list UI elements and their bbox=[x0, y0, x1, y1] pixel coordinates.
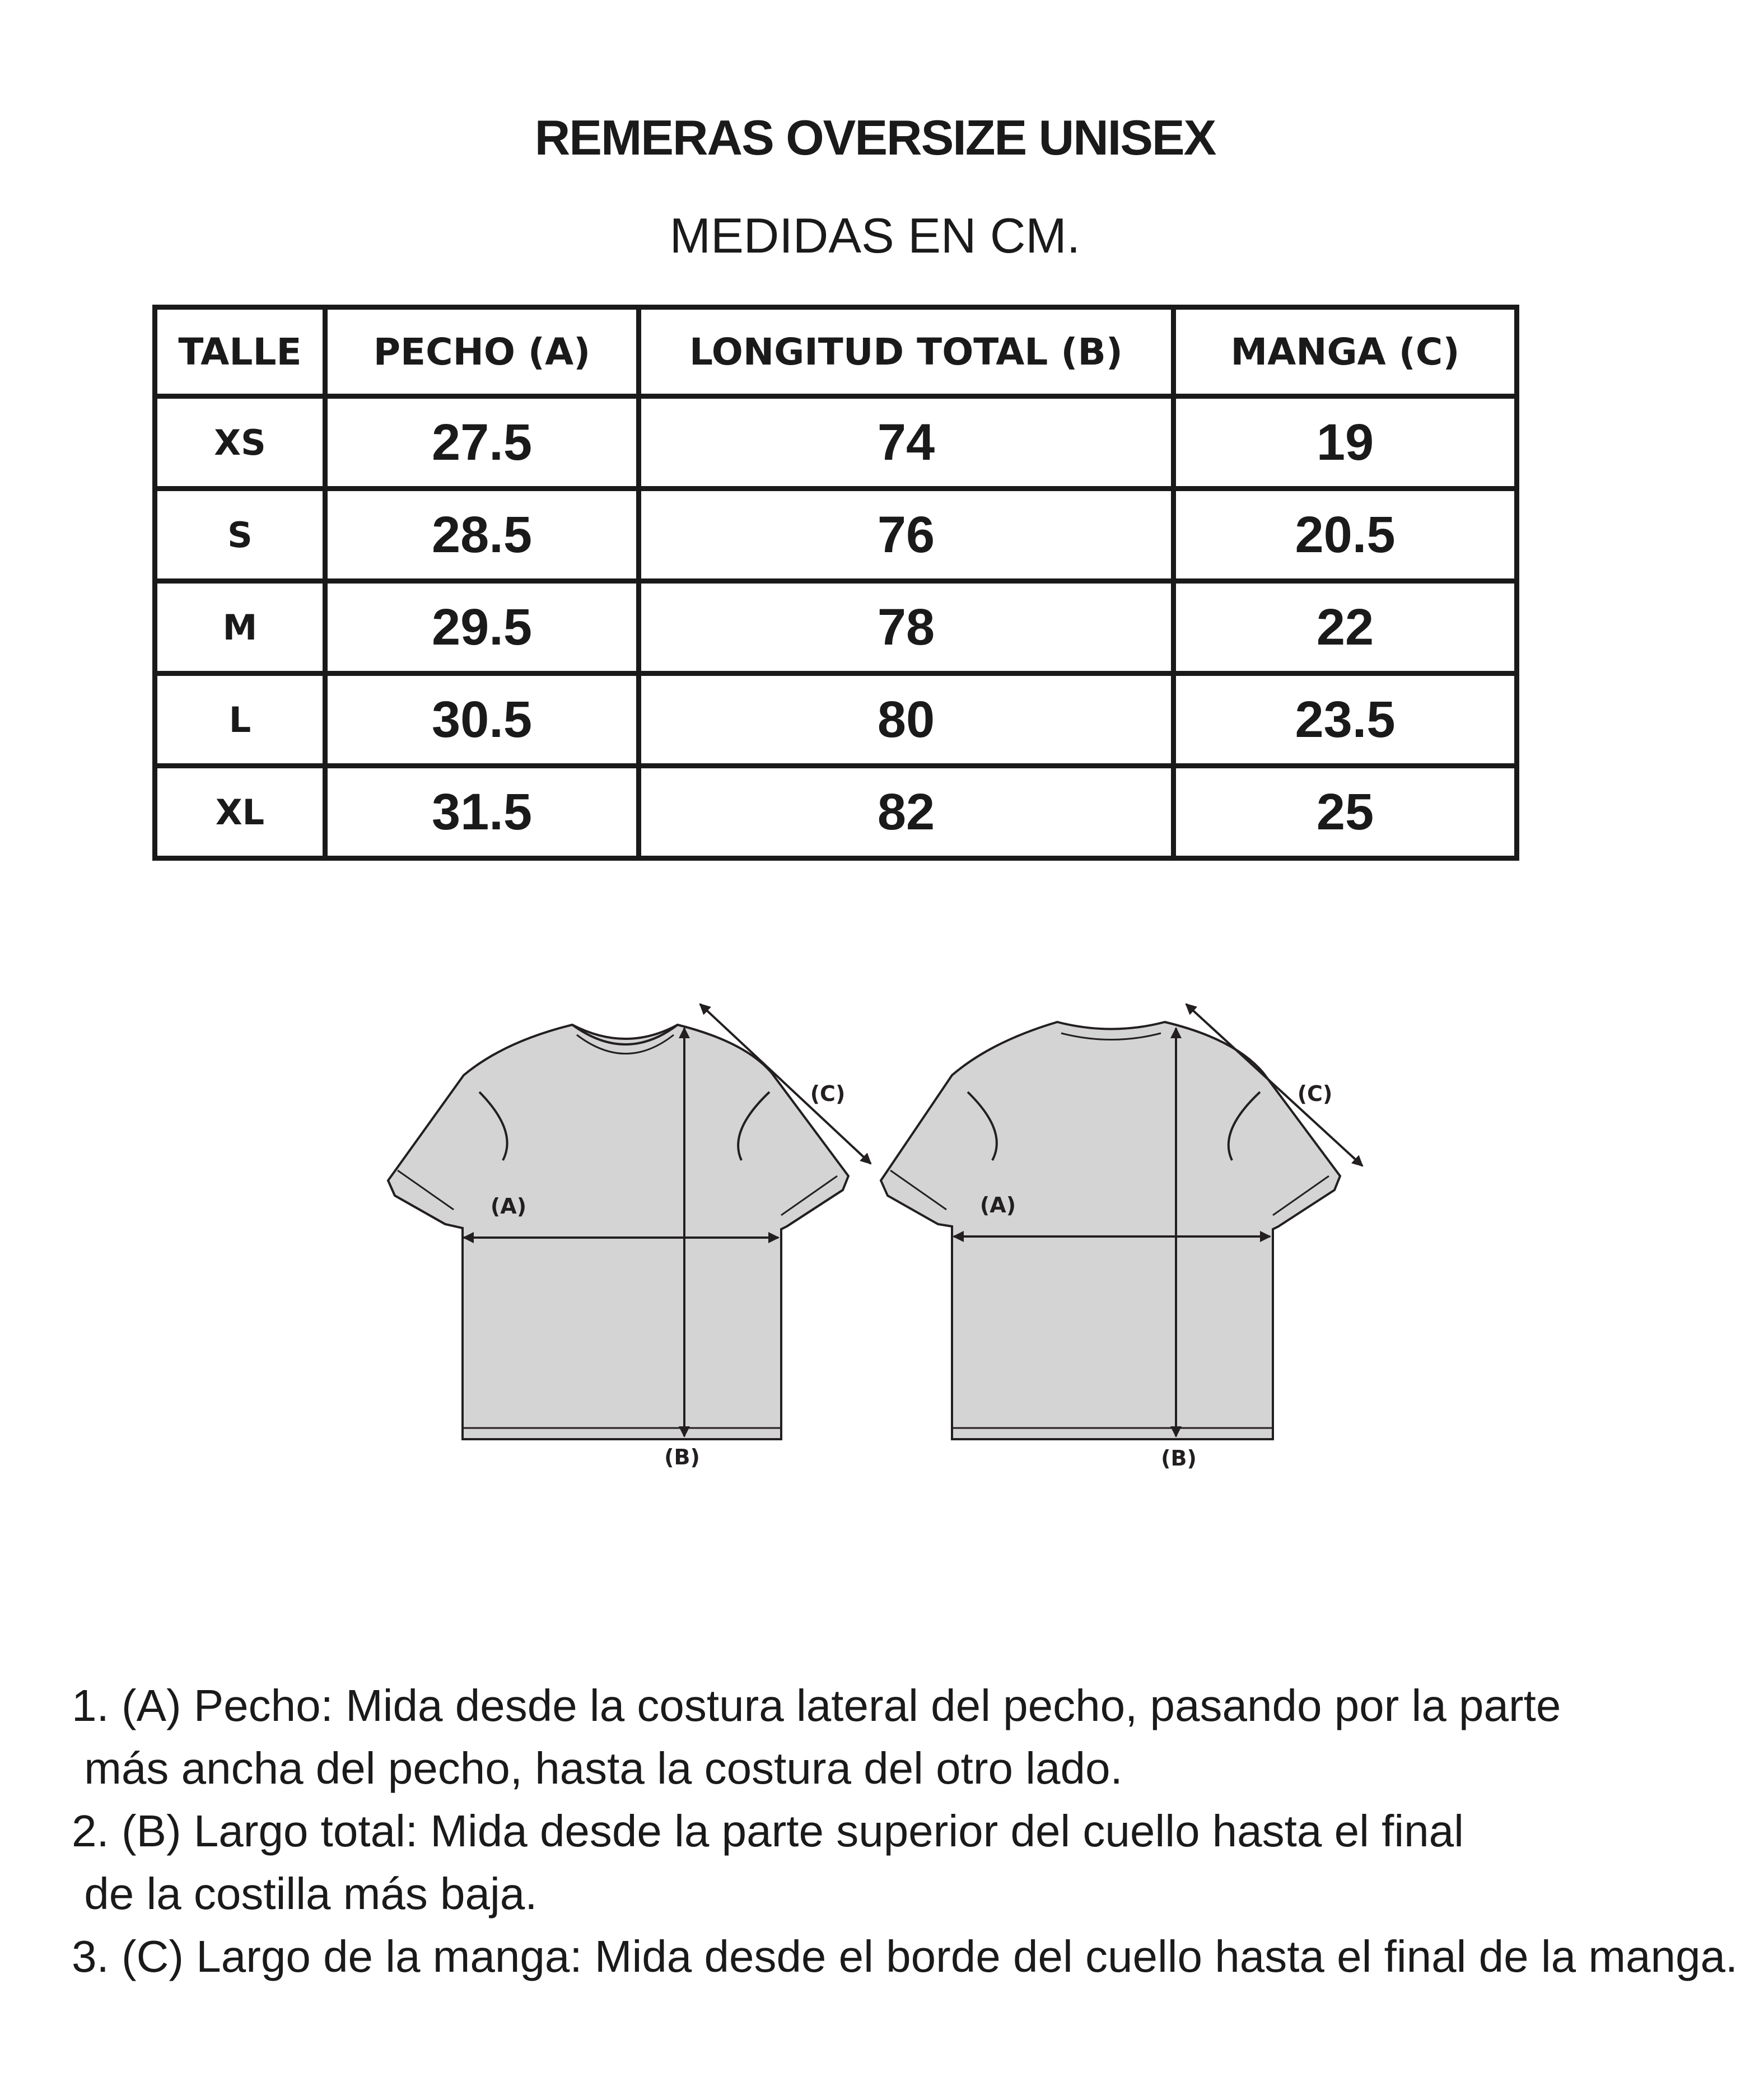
chest-cell: 29.5 bbox=[325, 581, 639, 674]
length-cell: 78 bbox=[639, 581, 1174, 674]
table-row bbox=[155, 766, 1517, 858]
sleeve-cell: 25 bbox=[1174, 766, 1517, 858]
measurement-instructions bbox=[72, 1674, 1738, 1988]
length-cell: 82 bbox=[639, 766, 1174, 858]
front-label-c: (C) bbox=[810, 1081, 846, 1106]
instruction-line: 3. (C) Largo de la manga: Mida desde el borde del cuello hasta el final de la manga. bbox=[72, 1931, 1738, 1981]
chest-cell: 30.5 bbox=[325, 674, 639, 766]
length-cell: 76 bbox=[639, 489, 1174, 581]
table-header-row bbox=[155, 307, 1517, 396]
table-row bbox=[155, 489, 1517, 581]
sleeve-cell: 19 bbox=[1174, 396, 1517, 489]
table-row bbox=[155, 396, 1517, 489]
length-cell: 80 bbox=[639, 674, 1174, 766]
instruction-line: 1. (A) Pecho: Mida desde la costura lateral del pecho, pasando por la parte bbox=[72, 1681, 1561, 1730]
back-label-c: (C) bbox=[1297, 1081, 1333, 1106]
back-label-a: (A) bbox=[979, 1193, 1016, 1217]
front-shirt-illustration bbox=[388, 1004, 871, 1439]
size-cell: XS bbox=[155, 396, 325, 489]
front-label-b: (B) bbox=[664, 1445, 700, 1469]
front-label-a: (A) bbox=[490, 1194, 527, 1219]
instruction-line: de la costilla más baja. bbox=[72, 1869, 538, 1919]
chest-cell: 27.5 bbox=[325, 396, 639, 489]
chest-cell: 31.5 bbox=[325, 766, 639, 858]
sleeve-cell: 22 bbox=[1174, 581, 1517, 674]
size-cell: XL bbox=[155, 766, 325, 858]
length-cell: 74 bbox=[639, 396, 1174, 489]
sleeve-cell: 23.5 bbox=[1174, 674, 1517, 766]
page-title: REMERAS OVERSIZE UNISEX bbox=[534, 110, 1216, 165]
size-table bbox=[152, 305, 1519, 861]
column-header-chest: PECHO (A) bbox=[325, 307, 639, 396]
page-subtitle: MEDIDAS EN CM. bbox=[669, 208, 1081, 263]
back-label-b: (B) bbox=[1161, 1446, 1197, 1471]
column-header-sleeve: MANGA (C) bbox=[1174, 307, 1517, 396]
size-cell: L bbox=[155, 674, 325, 766]
table-row bbox=[155, 674, 1517, 766]
instruction-line: 2. (B) Largo total: Mida desde la parte superior del cuello hasta el final bbox=[72, 1806, 1464, 1856]
instruction-line: más ancha del pecho, hasta la costura del otro lado. bbox=[72, 1743, 1123, 1793]
chest-cell: 28.5 bbox=[325, 489, 639, 581]
sleeve-cell: 20.5 bbox=[1174, 489, 1517, 581]
table-row bbox=[155, 581, 1517, 674]
column-header-size: TALLE bbox=[155, 307, 325, 396]
measurement-diagram bbox=[0, 974, 1750, 1506]
column-header-length: LONGITUD TOTAL (B) bbox=[639, 307, 1174, 396]
back-shirt-illustration bbox=[881, 1004, 1362, 1439]
size-cell: M bbox=[155, 581, 325, 674]
size-cell: S bbox=[155, 489, 325, 581]
